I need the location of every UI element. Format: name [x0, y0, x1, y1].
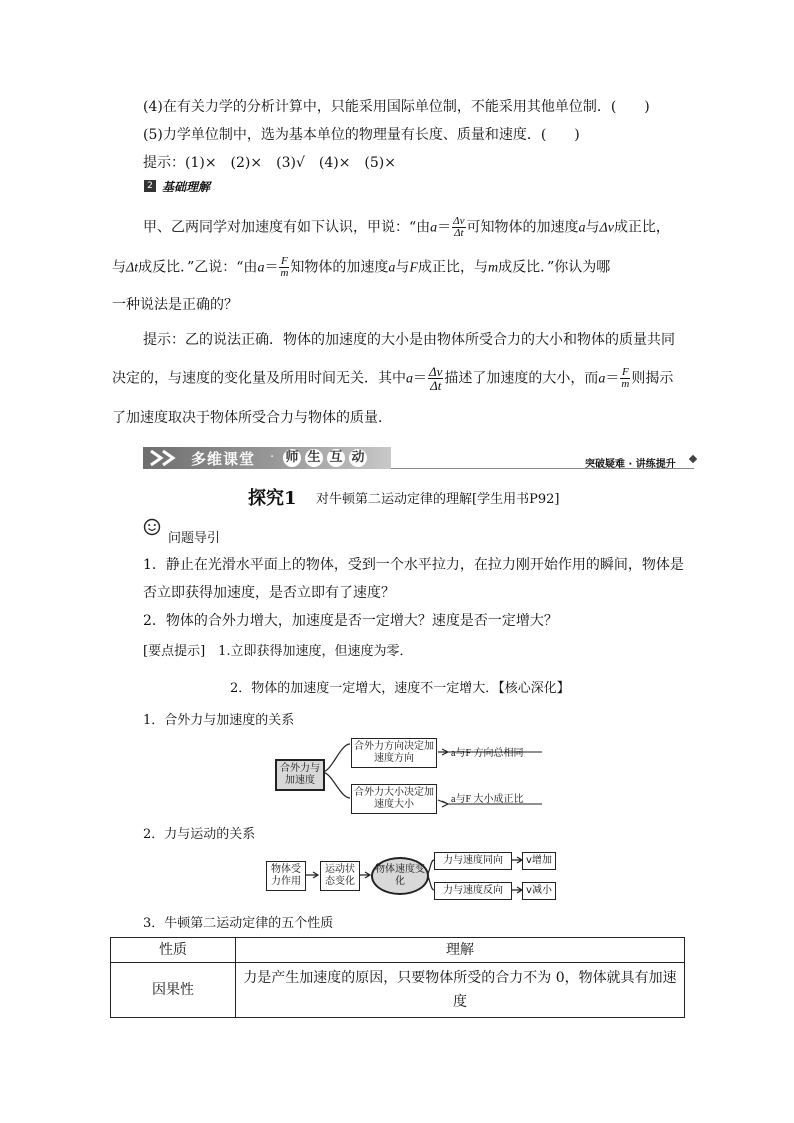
guide-q1-line-2: 否立即获得加速度，是否立即有了速度？ [143, 585, 395, 601]
fraction-dv-dt-2: $\frac{\Delta v}{\Delta t}$ [429, 364, 443, 393]
sec1-top-box: 合外力方向决定加速度方向 [351, 738, 437, 768]
banner-char-2: 生 [305, 449, 323, 467]
judge-item-5: (5)力学单位制中，选为基本单位的物理量有长度、质量和速度．( ) [143, 127, 580, 143]
question-guide-heading: 问题导引 [168, 531, 221, 546]
fraction-f-m-2: $\frac{F}{m}$ [621, 366, 630, 390]
explore-title: 对牛顿第二运动定律的理解[学生用书P92] [316, 492, 560, 507]
table-cell-understanding: 力是产生加速度的原因，只要物体所受的合力不为 0，物体就具有加速 度 [236, 963, 685, 1018]
banner-right-text: 突破疑难 · 讲练提升 [585, 459, 676, 470]
table-header-property: 性质 [111, 938, 236, 963]
section-banner [143, 447, 391, 469]
banner-title: 多维课堂 [191, 450, 256, 468]
answer-line-3: 了加速度取决于物体所受合力与物体的质量． [112, 410, 392, 426]
sec1-center-box: 合外力与加速度 [275, 759, 325, 791]
sec2-title: 2．力与运动的关系 [143, 827, 256, 842]
sec3-title: 3．牛顿第二运动定律的五个性质 [143, 916, 334, 931]
banner-char-1: 师 [283, 449, 301, 467]
guide-q1-line-1: 1．静止在光滑水平面上的物体，受到一个水平拉力，在拉力刚开始作用的瞬间，物体是 [143, 557, 684, 573]
table-header-row [111, 938, 685, 963]
properties-table [110, 937, 685, 1018]
judge-hint: 提示：(1)× (2)× (3)√ (4)× (5)× [143, 155, 396, 171]
question-line-2: 与Δt成反比．”乙说：“由a＝ $\frac{F}{m}$ 知物体的加速度a与F成正比，与m成反比．”你认为哪 [112, 255, 611, 279]
sec2-ellipse-velocity: 物体速度变化 [371, 857, 429, 895]
section-badge: 2 [144, 180, 156, 192]
fraction-f-m: $\frac{F}{m}$ [280, 255, 289, 279]
judge-item-4: (4)在有关力学的分析计算中，只能采用国际单位制，不能采用其他单位制．( ) [143, 99, 650, 115]
sec2-result-increase: v增加 [522, 852, 556, 870]
table-row [111, 963, 685, 1018]
key-tip-line-2: 2．物体的加速度一定增大，速度不一定增大．【核心深化】 [230, 681, 570, 696]
question-line-1: 甲、乙两同学对加速度有如下认识，甲说：“由a＝ $\frac{\Delta v}{\Delta t}$ 可知物体的加速度a与Δv成正比， [143, 215, 670, 239]
sec1-bottom-box: 合外力大小决定加速度大小 [351, 784, 437, 814]
smiley-icon [143, 518, 161, 536]
chevron-double-icon [149, 449, 185, 467]
answer-line-2: 决定的，与速度的变化量及所用时间无关．其中a＝ $\frac{\Delta v}{\Delta t}$ 描述了加速度的大小，而a＝ $\frac{F}{m}$ 则揭示 [112, 364, 674, 393]
banner-char-4: 动 [349, 449, 367, 467]
fraction-dv-dt: $\frac{\Delta v}{\Delta t}$ [453, 215, 465, 239]
sec2-box-force: 物体受力作用 [266, 861, 306, 891]
banner-char-3: 互 [327, 449, 345, 467]
table-header-understanding: 理解 [236, 938, 685, 963]
basic-title: 基础理解 [162, 180, 211, 194]
question-line-3: 一种说法是正确的？ [112, 297, 238, 313]
sec1-title: 1．合外力与加速度的关系 [143, 713, 295, 728]
sec2-box-opposite-direction: 力与速度反向 [434, 882, 512, 900]
table-cell-property: 因果性 [111, 963, 236, 1018]
sec2-box-motion: 运动状态变化 [320, 861, 360, 891]
banner-dot: · [270, 450, 275, 465]
sec1-top-label: a与F 方向总相同 [451, 748, 524, 759]
answer-line-1: 提示：乙的说法正确．物体的加速度的大小是由物体所受合力的大小和物体的质量共同 [143, 332, 675, 348]
sec2-box-same-direction: 力与速度同向 [434, 852, 512, 870]
explore-label: 探究1 [248, 488, 297, 509]
diamond-icon [689, 455, 697, 463]
sec2-result-decrease: v减小 [522, 882, 556, 900]
sec1-bottom-label: a与F 大小成正比 [451, 794, 524, 805]
guide-q2: 2．物体的合外力增大，加速度是否一定增大？速度是否一定增大？ [143, 613, 558, 629]
key-tip-line-1: [要点提示] 1.立即获得加速度，但速度为零． [143, 644, 413, 659]
